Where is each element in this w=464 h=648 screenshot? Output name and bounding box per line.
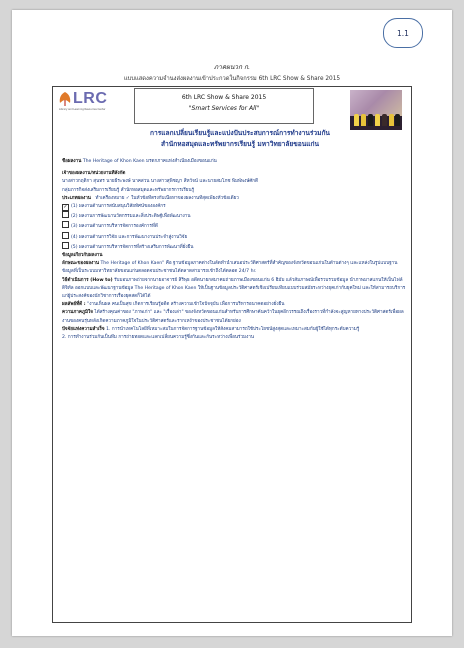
characteristics-paragraph: [62, 260, 406, 276]
category-item-2[interactable]: [62, 211, 406, 221]
type-instruction: ทำเครื่องหมาย ✓ ในหัวข้อที่ตรงกับเนื้อหาของผลงานที่สุดเพียงหัวข้อเดียว: [95, 195, 239, 201]
results-text: "งานเห็นผล คนเป็นสุข เกิดการเรียนรู้อดีต สร้างความเข้าใจปัจจุบัน เพื่อการบริหารอนาคตอย่างยั่งยืน: [87, 302, 285, 308]
results-paragraph: [62, 301, 406, 309]
category-label-4: (4) ผลงานด้านการวิจัย และการพัฒนางานประจำสู่งานวิจัย: [71, 234, 188, 240]
category-item-5[interactable]: [62, 242, 406, 252]
characteristics-label: ลักษณะของผลงาน: [62, 261, 99, 267]
how-to-text: รับมอบภาพถ่ายจากนายอาจารย์ สิริพุธ อดีตนายกสมาคมถ่ายภาพเมืองขอนแก่น 6 ฮิมัม แล้วสัมภาษณ์เพื่อรวบรวมข้อมูล นำภาพมาสแกนให้เป็นไฟล์ดิจิทัล ออกแบบและพัฒนาฐานข้อมูล The Heritage of Khon Kaen ให้เป็นฐานข้อมูลประวัติศาสตร์เชิงเปรียบเทียบแบบร่วมสมัยระหว่างยุคเก่ากับยุคใหม่ และให้สามารถบริการแก่ผู้ประสงค์ของนักวิชาการเรื่องยุคสดก็ได้ได้: [62, 277, 406, 300]
type-label: ประเภทผลงาน: [62, 195, 91, 201]
owner-dept: กลุ่มภารกิจส่งเสริมการเรียนรู้ สำนักหอสมุดและทรัพยากรการเรียนรู้: [62, 187, 195, 193]
how-to-paragraph: [62, 277, 406, 302]
event-slogan: "Smart Services for All": [188, 105, 260, 112]
main-title-line1: การแลกเปลี่ยนเรียนรู้และแบ่งปันประสบการณ์การทำงานร่วมกัน: [150, 129, 330, 137]
value-text: ได้สร้างคุณค่าของ "ภาพเก่า" และ "เรื่องเล่า" ของจังหวัดขอนแก่นสำหรับการศึกษาค้นคว้าในยุคอีกวรรณถึงเรื่องราวที่กำลังจะสูญหายทางประวัติศาสตร์เพื่อผลงานของคนรุ่นหลังเกิดความภาคภูมิใจในประวัติศาสตร์และรากเหง้าของประชาชนได้ยกย่อง: [62, 310, 404, 324]
value-label: ความภาคภูมิใจ: [62, 310, 93, 316]
type-row: [62, 195, 406, 203]
event-name: 6th LRC Show & Share 2015: [181, 94, 267, 101]
category-label-2: (2) ผลงานการพัฒนานวัตกรรมและสิ่งประดิษฐ์เพื่อพัฒนางาน: [71, 214, 191, 220]
category-item-3[interactable]: [62, 221, 406, 231]
checkbox-3[interactable]: [62, 221, 69, 228]
success-label: ปัจจัยแห่งความสำเร็จ: [62, 326, 105, 332]
category-label-3: (3) ผลงานด้านการบริหารจัดการองค์การที่ดี: [71, 224, 158, 230]
category-item-4[interactable]: [62, 232, 406, 242]
category-label-1: (1) ผลงานด้านการสนับสนุนวิสัยทัศน์ขององค์กร: [71, 204, 166, 210]
work-name-label: ชื่อผลงาน: [62, 159, 82, 164]
form-content: [62, 158, 406, 342]
checkbox-1[interactable]: ✓: [63, 204, 68, 211]
details-section-label: ข้อมูลเกี่ยวกับผลงาน: [62, 253, 103, 259]
checkbox-4[interactable]: [62, 232, 69, 239]
event-header-box: [134, 88, 314, 124]
results-label: ผลลัพธ์ที่ดี :: [62, 302, 86, 308]
lrc-logo-subtext: Library and Learning Resources Center: [59, 108, 106, 111]
lrc-logo: [58, 90, 122, 120]
category-item-1[interactable]: [62, 203, 406, 211]
category-list: [62, 203, 406, 252]
main-title: [110, 128, 370, 150]
work-name-value: The Heritage of Khon Kaen มรดกภาคแห่งสำเนียงเมืองขอนแก่น: [82, 159, 217, 164]
success-text-1: 1. การนำเทคโนโลยีที่เหมาะสมในการจัดการฐานข้อมูลให้สังคมสามารถใช้ประโยชน์สูงสุดและเหมาะสมกับผู้ใช้ได้ทุกระดับความรู้: [106, 326, 360, 332]
main-title-line2: สำนักหอสมุดและทรัพยากรเรียนรู้ มหาวิทยาลัยขอนแก่น: [161, 140, 319, 148]
form-title: แบบแสดงความจำนงส่งผลงานเข้าประกวดในกิจกรรม 6th LRC Show & Share 2015: [123, 76, 341, 82]
value-paragraph: [62, 309, 406, 325]
owner-value: นางสาวกฤติกา สุนทร นายธีระพงษ์ นาคสวน นางสาวสุพิชญา สีหวัจน์ และนายสมโภช พิมพ์พงษ์ศักดิ์: [62, 179, 259, 185]
category-label-5: (5) ผลงานด้านการบริหารจัดการที่สร้างเสริมการพัฒนาที่ยั่งยืน: [71, 244, 194, 250]
success-item-2: 2. การทำงานร่วมกันเป็นทีม การถ่ายทอดและแลกเปลี่ยนความรู้ซึ่งกันและกันระหว่างเพื่อนร่วมงาน: [62, 335, 255, 341]
team-photo: [350, 90, 402, 130]
success-paragraph: [62, 326, 406, 334]
annex-label: ภาคผนวก ก.: [213, 63, 251, 71]
page-number-badge: 1.1: [383, 18, 423, 48]
lrc-logo-text: LRC: [73, 90, 108, 107]
lrc-logo-mark-icon: [58, 91, 72, 107]
owner-label: เจ้าของผลงาน/หน่วยงานที่สังกัด: [62, 171, 126, 177]
work-name-row: [62, 158, 406, 166]
characteristics-text: The Heritage of Khon Kaen" คือ ฐานข้อมูลภาคต่างในลัดทำนำเสนอประวัติศาสตร์ที่สำคัญของจังหวัดขอนแก่นในด้านต่างๆ และแหล่งในรูปแบบฐานข้อมูลที่เป็นระบบมหาวิทยาลัยขอนแก่นตลอดจนประชาชนได้ตลาดสามารถเข้าถึงได้ตลอด 24/7 hr.: [62, 261, 398, 275]
checkbox-5[interactable]: [62, 242, 69, 249]
checkbox-2[interactable]: [62, 211, 69, 218]
how-to-label: วิธีดำเนินการ (How to): [62, 277, 113, 283]
